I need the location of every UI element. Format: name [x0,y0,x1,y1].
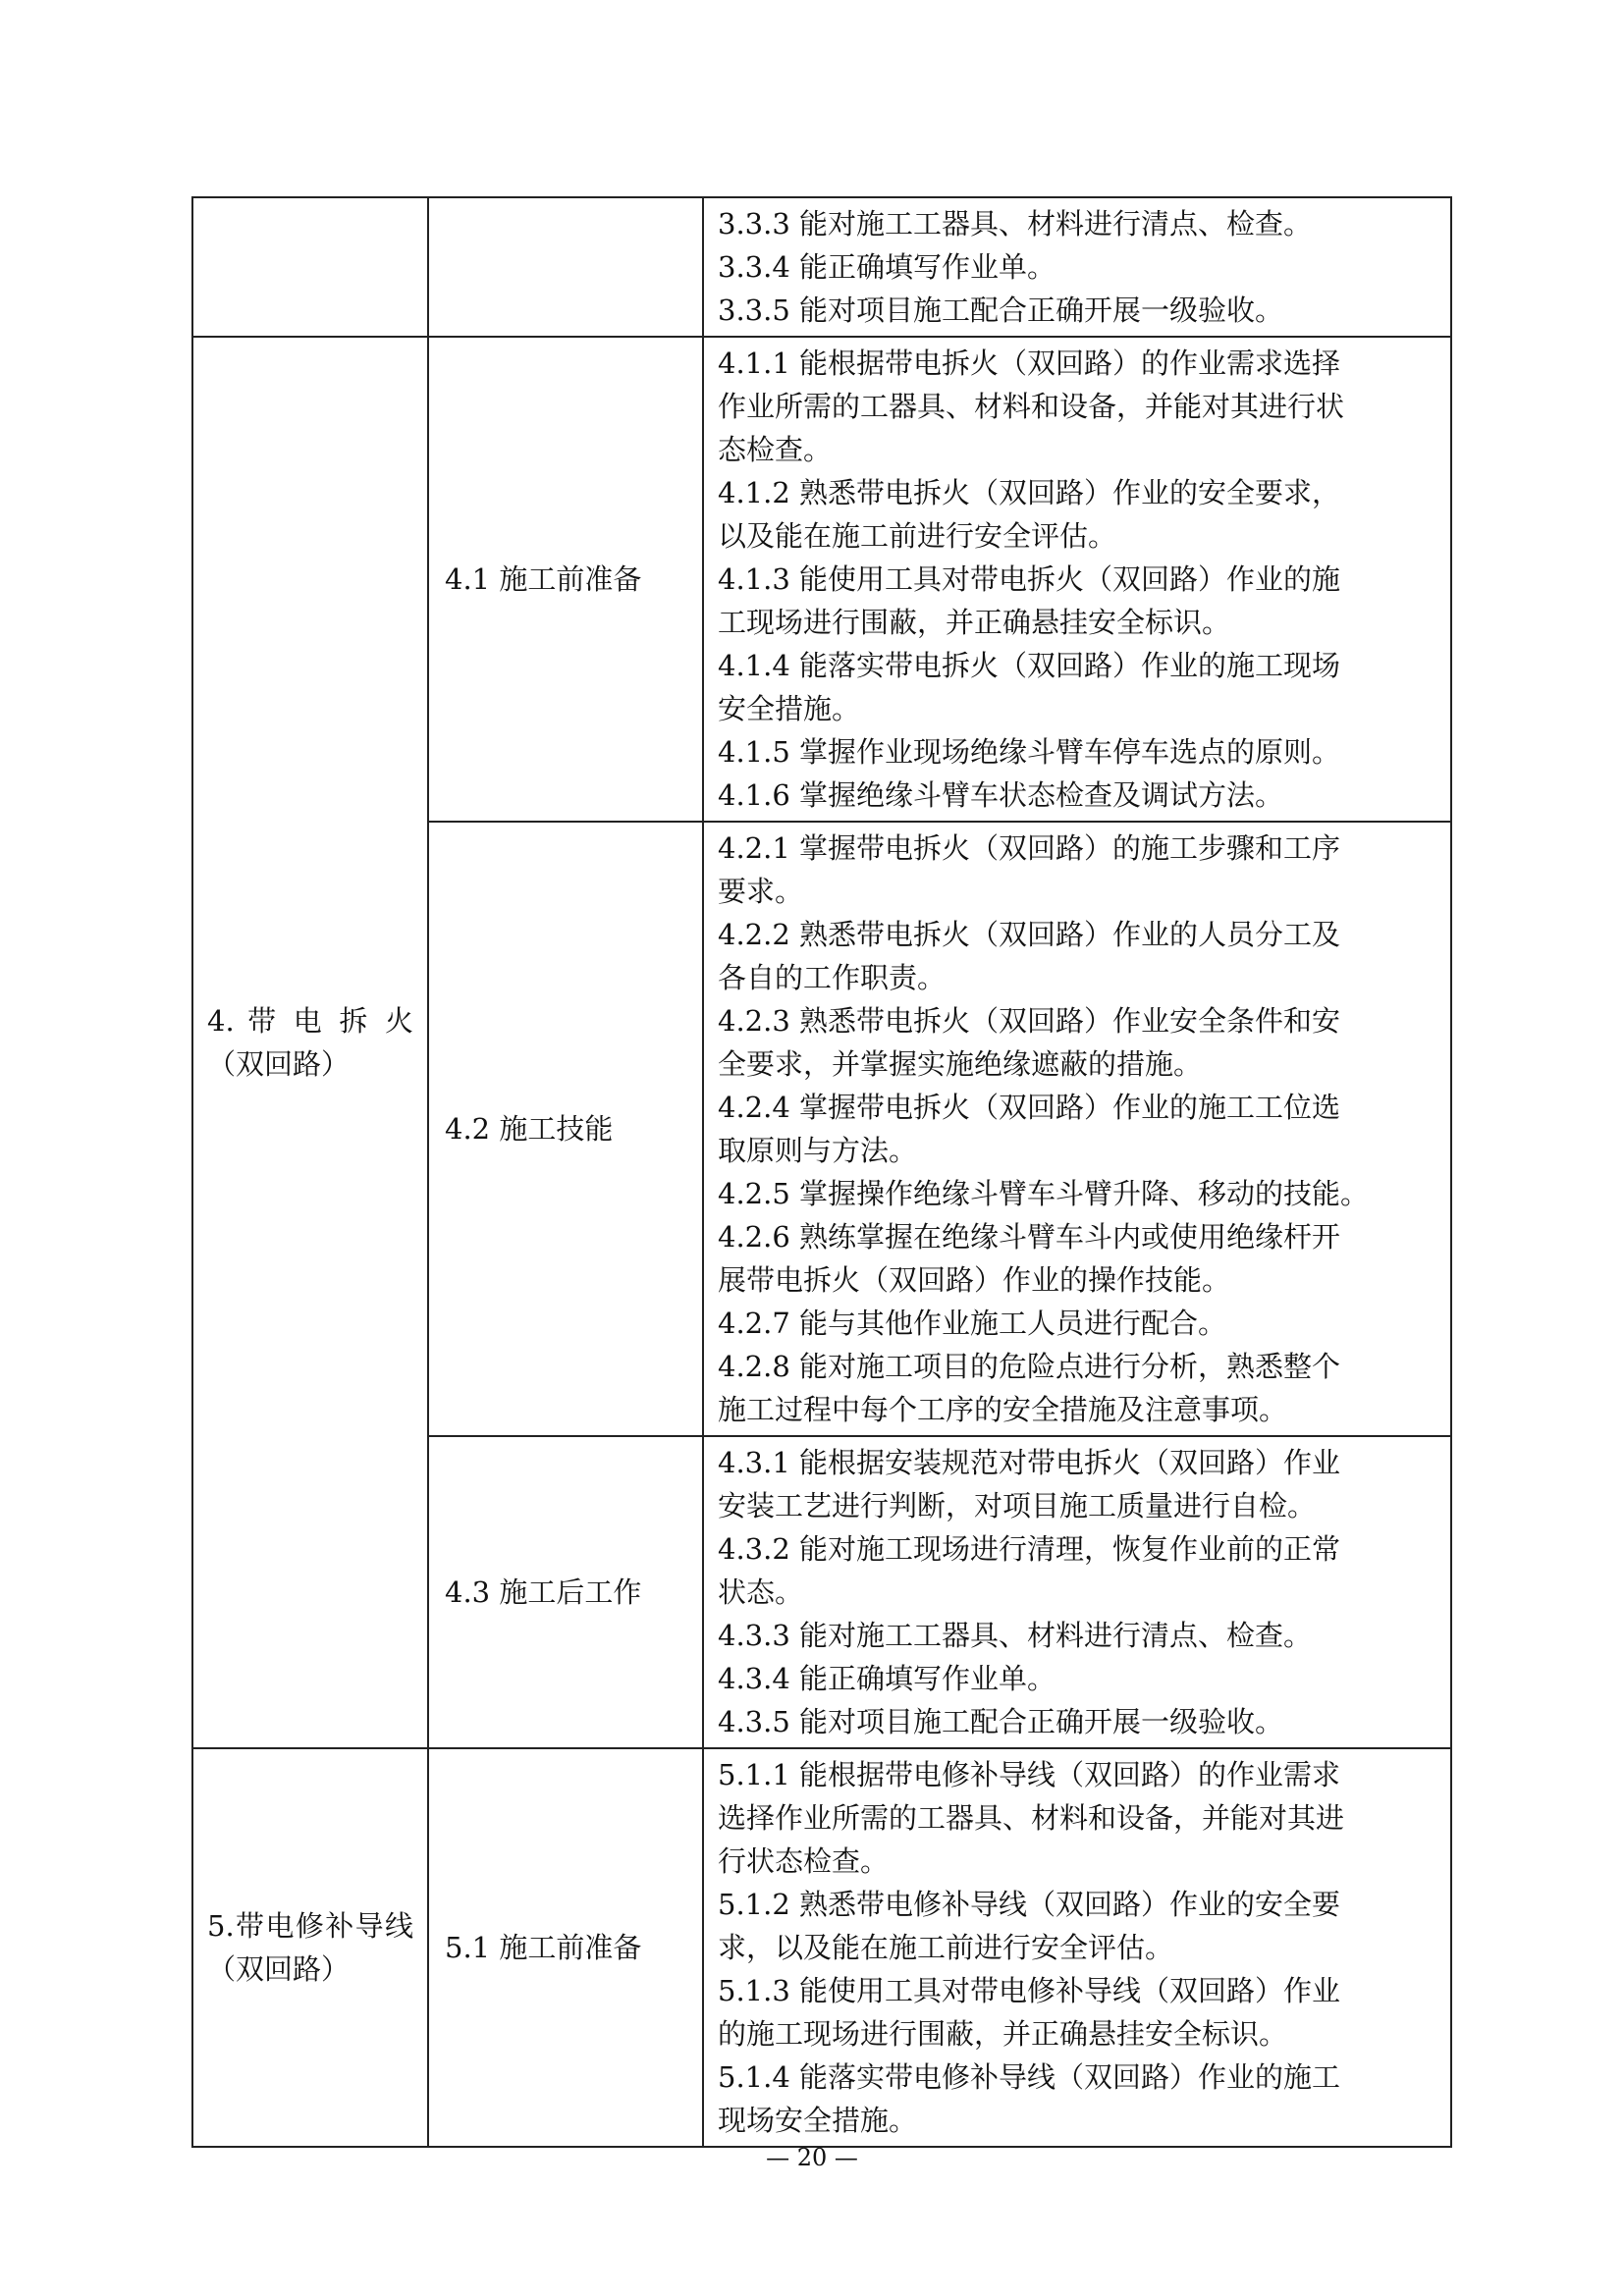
skills-table [191,196,1452,2148]
requirement-line: 态检查。 [718,433,833,466]
unit-cell [428,822,703,1436]
requirement-line: 4.2.2 熟悉带电拆火（双回路）作业的人员分工及 [718,918,1341,951]
requirement-line: 的施工现场进行围蔽，并正确悬挂安全标识。 [718,2017,1288,2051]
requirement-line: 安全措施。 [718,692,861,725]
requirement-line: 4.2.3 熟悉带电拆火（双回路）作业安全条件和安 [718,1004,1341,1038]
unit-title: 4.3 施工后工作 [445,1575,642,1609]
requirement-line: 安装工艺进行判断，对项目施工质量进行自检。 [718,1489,1317,1522]
requirement-line: 4.3.4 能正确填写作业单。 [718,1662,1056,1695]
requirement-line: 4.2.8 能对施工项目的危险点进行分析，熟悉整个 [718,1350,1341,1383]
requirement-line: 4.2.7 能与其他作业施工人员进行配合。 [718,1307,1227,1340]
module-cell [192,337,428,1748]
module-cell [192,197,428,337]
requirement-line: 4.2.4 掌握带电拆火（双回路）作业的施工工位选 [718,1091,1341,1124]
requirement-line: 全要求，并掌握实施绝缘遮蔽的措施。 [718,1047,1203,1081]
requirements-cell [703,197,1451,337]
requirement-line: 工现场进行围蔽，并正确悬挂安全标识。 [718,606,1231,639]
unit-title: 5.1 施工前准备 [445,1931,642,1964]
page-number: — 20 — [766,2144,858,2171]
requirement-line: 4.2.6 熟练掌握在绝缘斗臂车斗内或使用绝缘杆开 [718,1220,1341,1254]
unit-cell [428,1748,703,2147]
requirement-line: 4.2.5 掌握操作绝缘斗臂车斗臂升降、移动的技能。 [718,1177,1370,1210]
requirements-cell [703,1436,1451,1748]
requirement-line: 4.1.2 熟悉带电拆火（双回路）作业的安全要求， [718,476,1341,509]
table-row [192,197,1451,337]
requirement-line: 4.3.5 能对项目施工配合正确开展一级验收。 [718,1705,1284,1738]
requirement-line: 4.1.1 能根据带电拆火（双回路）的作业需求选择 [718,347,1341,380]
requirement-line: 3.3.3 能对施工工器具、材料进行清点、检查。 [718,207,1313,240]
module-cell [192,1748,428,2147]
requirement-line: 以及能在施工前进行安全评估。 [718,519,1117,553]
requirement-line: 状态。 [718,1575,804,1609]
requirements-cell [703,337,1451,822]
requirement-line: 4.1.4 能落实带电拆火（双回路）作业的施工现场 [718,649,1341,682]
requirement-line: 施工过程中每个工序的安全措施及注意事项。 [718,1393,1288,1426]
requirement-line: 求，以及能在施工前进行安全评估。 [718,1931,1174,1964]
unit-title: 4.1 施工前准备 [445,562,642,596]
requirement-line: 要求。 [718,875,804,908]
unit-cell [428,337,703,822]
requirement-line: 5.1.4 能落实带电修补导线（双回路）作业的施工 [718,2060,1341,2094]
requirement-line: 4.1.6 掌握绝缘斗臂车状态检查及调试方法。 [718,778,1284,812]
table-row [192,1748,1451,2147]
requirement-line: 作业所需的工器具、材料和设备，并能对其进行状 [718,390,1345,423]
unit-cell [428,197,703,337]
requirement-line: 5.1.3 能使用工具对带电修补导线（双回路）作业 [718,1974,1341,2007]
requirement-line: 展带电拆火（双回路）作业的操作技能。 [718,1263,1231,1297]
requirement-line: 现场安全措施。 [718,2104,918,2137]
module-title: 4. 带 电 拆 火（双回路） [207,1004,413,1081]
requirement-line: 4.2.1 掌握带电拆火（双回路）的施工步骤和工序 [718,831,1341,865]
requirement-line: 3.3.4 能正确填写作业单。 [718,250,1056,284]
requirement-line: 5.1.1 能根据带电修补导线（双回路）的作业需求 [718,1758,1341,1791]
requirement-line: 行状态检查。 [718,1844,890,1878]
unit-title: 4.2 施工技能 [445,1112,614,1146]
requirement-line: 3.3.5 能对项目施工配合正确开展一级验收。 [718,294,1284,327]
requirements-cell [703,1748,1451,2147]
table-row [192,337,1451,822]
requirement-line: 4.3.1 能根据安装规范对带电拆火（双回路）作业 [718,1446,1341,1479]
requirement-line: 选择作业所需的工器具、材料和设备，并能对其进 [718,1801,1345,1835]
module-title: 5.带电修补导线（双回路） [207,1909,413,1986]
requirement-line: 4.3.2 能对施工现场进行清理，恢复作业前的正常 [718,1532,1341,1566]
requirement-line: 取原则与方法。 [718,1134,918,1167]
requirements-cell [703,822,1451,1436]
unit-cell [428,1436,703,1748]
requirement-line: 4.1.5 掌握作业现场绝缘斗臂车停车选点的原则。 [718,735,1341,769]
requirement-line: 5.1.2 熟悉带电修补导线（双回路）作业的安全要 [718,1888,1341,1921]
requirement-line: 4.3.3 能对施工工器具、材料进行清点、检查。 [718,1619,1313,1652]
requirement-line: 各自的工作职责。 [718,961,947,994]
requirement-line: 4.1.3 能使用工具对带电拆火（双回路）作业的施 [718,562,1341,596]
